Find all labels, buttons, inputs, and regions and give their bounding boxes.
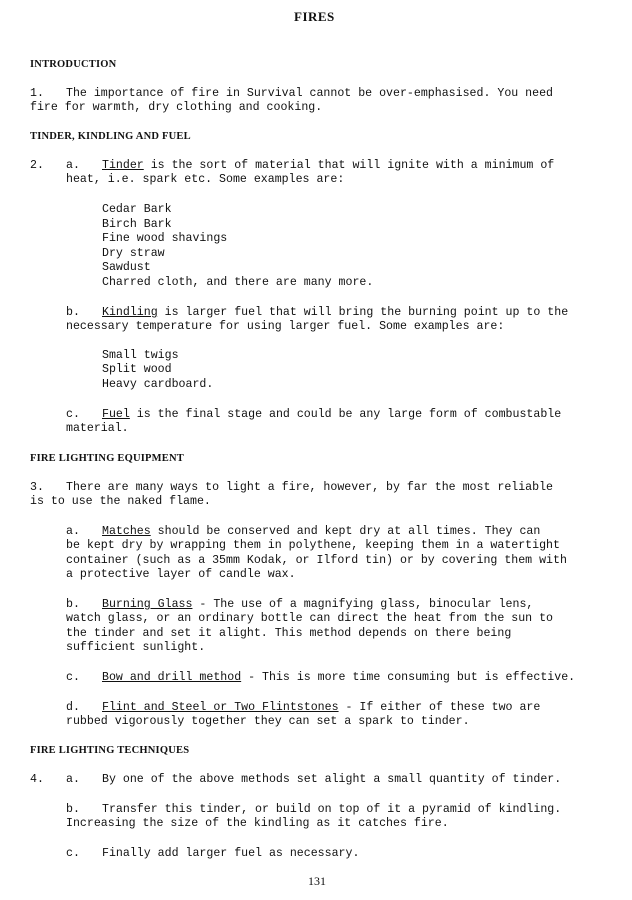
list-item: Fine wood shavings	[102, 232, 228, 245]
list-item: Small twigs	[102, 349, 179, 362]
item-letter: c.	[66, 847, 80, 860]
kindling-line	[102, 306, 568, 320]
list-item: Dry straw	[102, 247, 165, 260]
body-line: Increasing the size of the kindling as it catches fire.	[66, 817, 449, 830]
body-text: is the final stage and could be any large form of combustable	[129, 408, 562, 421]
term-matches: Matches	[102, 525, 151, 538]
burning-glass-line	[102, 598, 533, 612]
list-item: Split wood	[102, 363, 172, 376]
body-line: There are many ways to light a fire, however, by far the most reliable	[66, 481, 554, 494]
body-line: container (such as a 35mm Kodak, or Ilford tin) or by covering them with	[66, 554, 567, 567]
body-line: rubbed vigorously together they can set a spark to tinder.	[66, 715, 470, 728]
body-text: - The use of a magnifying glass, binocular lens,	[192, 598, 534, 611]
item-letter: b.	[66, 306, 80, 319]
body-line: the tinder and set it alight. This method depends on there being	[66, 627, 512, 640]
term-fuel: Fuel	[102, 408, 130, 421]
item-letter: b.	[66, 803, 80, 816]
section-heading-equipment: FIRE LIGHTING EQUIPMENT	[30, 453, 184, 464]
matches-line	[102, 525, 540, 539]
body-line: Transfer this tinder, or build on top of it a pyramid of kindling.	[102, 803, 562, 816]
item-letter: a.	[66, 159, 80, 172]
section-heading-techniques: FIRE LIGHTING TECHNIQUES	[30, 745, 190, 756]
body-line: material.	[66, 422, 129, 435]
body-text: - This is more time consuming but is effective.	[241, 671, 576, 684]
body-line: be kept dry by wrapping them in polythene, keeping them in a watertight	[66, 539, 560, 552]
body-line: sufficient sunlight.	[66, 641, 206, 654]
body-line: watch glass, or an ordinary bottle can direct the heat from the sun to	[66, 612, 554, 625]
body-text: is the sort of material that will ignite with a minimum of	[143, 159, 555, 172]
para-number: 2.	[30, 159, 44, 172]
tinder-line	[102, 159, 554, 173]
page-number: 131	[308, 874, 326, 888]
body-line: a protective layer of candle wax.	[66, 568, 296, 581]
body-line: is to use the naked flame.	[30, 495, 211, 508]
body-line: Finally add larger fuel as necessary.	[102, 847, 360, 860]
item-letter: b.	[66, 598, 80, 611]
bow-drill-line	[102, 671, 575, 685]
list-item: Cedar Bark	[102, 203, 172, 216]
term-flint-and-steel: Flint and Steel or Two Flintstones	[102, 701, 339, 714]
fuel-line	[102, 408, 561, 422]
body-line: By one of the above methods set alight a small quantity of tinder.	[102, 773, 562, 786]
para-number: 4.	[30, 773, 44, 786]
term-burning-glass: Burning Glass	[102, 598, 193, 611]
list-item: Sawdust	[102, 261, 151, 274]
para-number: 1.	[30, 87, 44, 100]
body-line: fire for warmth, dry clothing and cooking.	[30, 101, 323, 114]
body-text: is larger fuel that will bring the burning point up to the	[157, 306, 569, 319]
term-tinder: Tinder	[102, 159, 144, 172]
flint-steel-line	[102, 701, 540, 715]
item-letter: a.	[66, 525, 80, 538]
term-kindling: Kindling	[102, 306, 158, 319]
list-item: Heavy cardboard.	[102, 378, 214, 391]
body-text: - If either of these two are	[338, 701, 541, 714]
body-line: necessary temperature for using larger fuel. Some examples are:	[66, 320, 505, 333]
para-number: 3.	[30, 481, 44, 494]
body-line: The importance of fire in Survival cannot be over-emphasised. You need	[66, 87, 554, 100]
term-bow-and-drill: Bow and drill method	[102, 671, 242, 684]
list-item: Charred cloth, and there are many more.	[102, 276, 374, 289]
body-line: heat, i.e. spark etc. Some examples are:	[66, 173, 345, 186]
page-title: FIRES	[294, 9, 335, 24]
section-heading-introduction: INTRODUCTION	[30, 59, 117, 70]
item-letter: d.	[66, 701, 80, 714]
list-item: Birch Bark	[102, 218, 172, 231]
item-letter: c.	[66, 408, 80, 421]
item-letter: a.	[66, 773, 80, 786]
section-heading-tinder: TINDER, KINDLING AND FUEL	[30, 131, 191, 142]
item-letter: c.	[66, 671, 80, 684]
body-text: should be conserved and kept dry at all times. They can	[150, 525, 541, 538]
